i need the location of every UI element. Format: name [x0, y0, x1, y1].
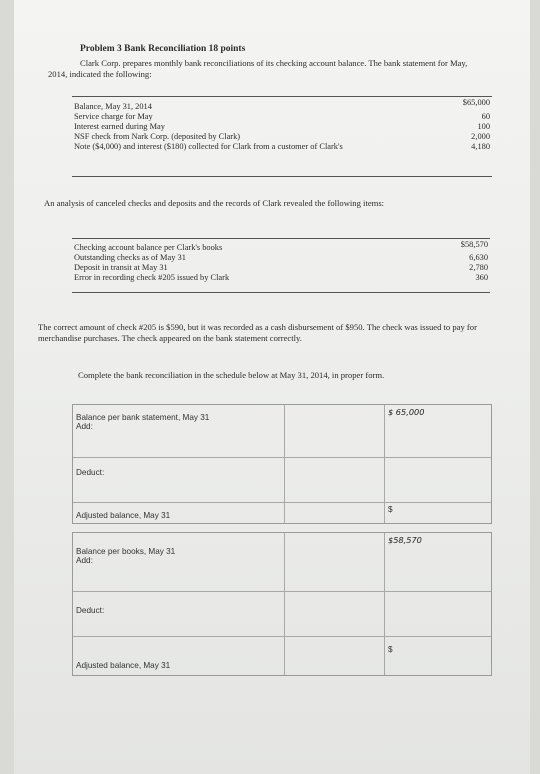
books-adjusted-blank-cell	[285, 637, 385, 675]
bank-add-items-cell[interactable]	[285, 405, 385, 457]
bank-table-top-rule	[72, 96, 492, 97]
bank-adjusted-value-cell[interactable]	[385, 503, 491, 523]
books-deduct-total-cell[interactable]	[385, 592, 491, 636]
bank-deduct-items-cell[interactable]	[285, 458, 385, 502]
deduct-label: Deduct:	[76, 468, 105, 477]
book-table-top-rule	[72, 238, 490, 239]
schedule-balance-row	[73, 533, 491, 591]
item-label: Service charge for May	[74, 112, 153, 121]
table-row	[72, 253, 490, 263]
item-amount: 4,180	[471, 142, 490, 151]
bank-deduct-cell[interactable]	[73, 458, 285, 502]
item-label: Interest earned during May	[74, 122, 165, 131]
bank-adjusted-cell	[73, 503, 285, 523]
analysis-paragraph: An analysis of canceled checks and deposits and the records of Clark revealed the following items:	[44, 198, 385, 208]
table-row	[72, 273, 490, 283]
table-row	[72, 142, 492, 152]
intro-paragraph: Clark Corp. prepares monthly bank reconciliations of its checking account balance. The bank statement for May, 2014, indicated the following:	[48, 58, 468, 79]
books-adjusted-cell	[73, 637, 285, 675]
bank-balance-label: Balance per bank statement, May 31	[76, 413, 210, 422]
item-amount: 2,000	[471, 132, 490, 141]
table-row	[72, 263, 490, 273]
table-row	[72, 98, 492, 112]
table-row	[72, 112, 492, 122]
item-amount: 100	[477, 122, 490, 131]
error-paragraph: The correct amount of check #205 is $590, but it was recorded as a cash disbursement of $950. The check was issued to pay for merchandise purchases. The check appeared on the bank statement correctly.	[38, 322, 477, 343]
books-balance-cell[interactable]	[73, 533, 285, 591]
item-label: Error in recording check #205 issued by Clark	[74, 273, 230, 282]
bank-statement-table	[72, 98, 492, 152]
bank-reconciliation-schedule	[72, 404, 492, 524]
bank-balance-cell[interactable]	[73, 405, 285, 457]
schedule-deduct-row	[73, 457, 491, 502]
books-balance-label: Balance per books, May 31	[76, 547, 176, 556]
item-label: Note ($4,000) and interest ($180) collected for Clark from a customer of Clark's	[74, 142, 343, 151]
item-label: NSF check from Nark Corp. (deposited by Clark)	[74, 132, 241, 141]
books-balance-value-cell[interactable]	[385, 533, 491, 591]
bank-balance-value: $ 65,000	[388, 407, 425, 417]
item-label: Balance, May 31, 2014	[74, 102, 152, 111]
item-amount: 2,780	[469, 263, 488, 272]
book-table-bottom-rule	[72, 292, 490, 293]
adjusted-label: Adjusted balance, May 31	[76, 511, 171, 520]
adjusted-value: $	[388, 645, 393, 654]
schedule-deduct-row	[73, 591, 491, 636]
item-amount: $58,570	[460, 240, 488, 249]
schedule-adjusted-row	[73, 636, 491, 675]
item-label: Deposit in transit at May 31	[74, 263, 168, 272]
deduct-label: Deduct:	[76, 606, 105, 615]
add-label: Add:	[76, 556, 93, 565]
schedule-adjusted-row	[73, 502, 491, 523]
bank-table-bottom-rule	[72, 176, 492, 177]
instruction-paragraph: Complete the bank reconciliation in the schedule below at May 31, 2014, in proper form.	[78, 370, 385, 380]
books-add-items-cell[interactable]	[285, 533, 385, 591]
add-label: Add:	[76, 422, 93, 431]
schedule-balance-row	[73, 405, 491, 457]
item-amount: 60	[481, 112, 490, 121]
adjusted-label: Adjusted balance, May 31	[76, 661, 171, 670]
item-amount: $65,000	[462, 98, 490, 107]
bank-balance-value-cell[interactable]	[385, 405, 491, 457]
bank-deduct-total-cell[interactable]	[385, 458, 491, 502]
item-amount: 6,630	[469, 253, 488, 262]
table-row	[72, 132, 492, 142]
item-amount: 360	[475, 273, 488, 282]
item-label: Checking account balance per Clark's books	[74, 243, 223, 252]
books-adjusted-value-cell[interactable]	[385, 637, 491, 675]
problem-title: Problem 3 Bank Reconciliation 18 points	[80, 44, 246, 54]
book-records-table	[72, 240, 490, 283]
books-deduct-cell[interactable]	[73, 592, 285, 636]
books-reconciliation-schedule	[72, 532, 492, 676]
item-label: Outstanding checks as of May 31	[74, 253, 186, 262]
books-deduct-items-cell[interactable]	[285, 592, 385, 636]
adjusted-value: $	[388, 505, 393, 514]
bank-adjusted-blank-cell	[285, 503, 385, 523]
books-balance-value: $58,570	[388, 535, 422, 545]
table-row	[72, 240, 490, 253]
table-row	[72, 122, 492, 132]
